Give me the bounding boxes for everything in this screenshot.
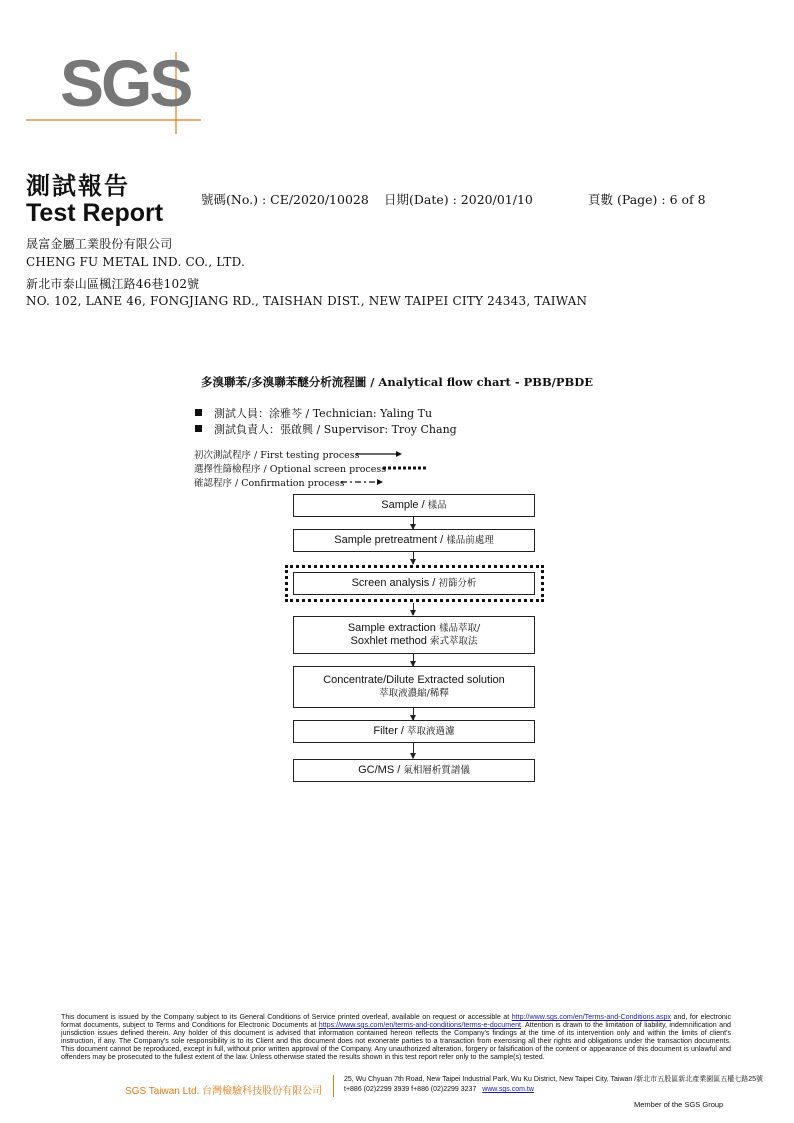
page-number: 頁數 (Page) : 6 of 8 [588, 192, 706, 207]
sgs-phone: t+886 (02)2299 3939 f+886 (02)2299 3237 [344, 1086, 477, 1093]
report-title-en: Test Report [26, 199, 164, 227]
solid-arrow-icon [356, 449, 402, 459]
terms-link[interactable]: http://www.sgs.com/en/Terms-and-Conditions.aspx [511, 1013, 672, 1021]
legend-first [194, 447, 360, 461]
step-gcms [293, 759, 535, 782]
step-pretreatment-en: Sample pretreatment / [334, 534, 447, 546]
step-sample-en: Sample / [381, 499, 428, 511]
step-pretreatment-zh: 樣品前處理 [446, 535, 494, 546]
bullet-icon [195, 425, 202, 432]
technician-row [195, 405, 432, 421]
sgs-address: 25, Wu Chyuan 7th Road, New Taipei Industrial Park, Wu Ku District, New Taipei City, Taiwan /新北市五股區新北產業園區五權七路25號 [344, 1076, 763, 1083]
flow-arrow [413, 708, 414, 720]
step-pretreatment [293, 529, 535, 552]
step-sample-zh: 樣品 [427, 500, 447, 511]
dotted-line-icon [383, 463, 429, 473]
legend-confirm-label: 確認程序 / Confirmation process [194, 478, 345, 489]
legend-confirm [194, 475, 345, 489]
flow-arrow [413, 743, 414, 758]
sgs-address-block [344, 1075, 763, 1095]
flow-arrow [413, 517, 414, 529]
dash-dot-arrow-icon [341, 477, 385, 487]
client-name-en: CHENG FU METAL IND. CO., LTD. [26, 255, 246, 269]
step-extraction [293, 616, 535, 654]
step-extraction-zh1: 樣品萃取/ [438, 623, 481, 634]
footer-disclaimer [61, 1014, 731, 1061]
supervisor-row [195, 421, 457, 437]
step-concentrate [293, 666, 535, 708]
report-date: 日期(Date) : 2020/01/10 [384, 192, 533, 207]
sgs-taiwan-name: SGS Taiwan Ltd. 台灣檢驗科技股份有限公司 [125, 1086, 323, 1097]
report-title-zh: 測試報告 [26, 171, 130, 200]
disclaimer-part2: and, for electronic format documents, subject to Terms and Conditions for Electronic Documents at [61, 1013, 731, 1029]
disclaimer-part3: . Attention is drawn to the limitation of liability, indemnification and jurisdiction issues defined therein. Any holder of this document is advised that information contained hereon reflects the Company's findings at the time of its intervention only and within the limits of client's instruction, if any. The Company's sole responsibility is to its Client and this document does not exonerate parties to a transaction from exercising all their rights and obligations under the transaction documents. This document cannot be reproduced, except in full, without prior written approval of the Company. Any unauthorized alteration, forgery or falsification of the content or appearance of this document is unlawful and offenders may be prosecuted to the fullest extent of the law. Unless otherwise stated the results shown in this test report refer only to the sample(s) tested. [61, 1020, 731, 1061]
bullet-icon [195, 409, 202, 416]
flow-arrow [413, 654, 414, 666]
step-gcms-en: GC/MS / [358, 764, 404, 776]
step-extraction-zh2: 索式萃取法 [429, 636, 478, 647]
step-filter-en: Filter / [373, 725, 408, 737]
step-screen-zh: 初篩分析 [438, 578, 477, 589]
technician-text: 測試人員：涂雅芩 / Technician: Yaling Tu [214, 407, 433, 420]
legend-optional [194, 461, 386, 475]
report-number: 號碼(No.) : CE/2020/10028 [201, 192, 369, 207]
e-document-terms-link[interactable]: https://www.sgs.com/en/terms-and-conditions/terms-e-document [318, 1020, 521, 1029]
step-extraction-en2: Soxhlet method [350, 635, 430, 647]
step-screen-analysis [293, 572, 535, 595]
step-concentrate-en: Concentrate/Dilute Extracted solution [323, 674, 505, 686]
client-address-zh: 新北市泰山區楓江路46巷102號 [26, 277, 200, 291]
step-filter [293, 720, 535, 743]
client-address-en: NO. 102, LANE 46, FONGJIANG RD., TAISHAN DIST., NEW TAIPEI CITY 24343, TAIWAN [26, 294, 588, 308]
step-screen-en: Screen analysis / [351, 577, 439, 589]
step-filter-zh: 萃取液過濾 [407, 726, 455, 737]
footer-divider [333, 1075, 334, 1097]
step-sample [293, 494, 535, 517]
flow-arrow [413, 552, 414, 564]
flow-chart-title: 多溴聯苯/多溴聯苯醚分析流程圖 / Analytical flow chart - PBB/PBDE [201, 375, 593, 389]
step-concentrate-zh: 萃取液濃縮/稀釋 [379, 688, 449, 699]
member-of-sgs: Member of the SGS Group [634, 1100, 724, 1109]
supervisor-text: 測試負責人：張啟興 / Supervisor: Troy Chang [214, 423, 457, 436]
legend-first-label: 初次測試程序 / First testing process [194, 450, 360, 461]
client-name-zh: 晟富金屬工業股份有限公司 [26, 237, 173, 251]
step-extraction-en1: Sample extraction [347, 622, 439, 634]
disclaimer-part1: This document is issued by the Company subject to its General Conditions of Service printed overleaf, available on request or accessible at [61, 1013, 512, 1021]
legend-optional-label: 選擇性篩檢程序 / Optional screen process [194, 464, 387, 475]
step-gcms-zh: 氣相層析質譜儀 [403, 765, 470, 776]
sgs-logo-text: SGS [60, 46, 191, 120]
sgs-website-link[interactable]: www.sgs.com.tw [482, 1086, 534, 1093]
flow-arrow [413, 603, 414, 615]
